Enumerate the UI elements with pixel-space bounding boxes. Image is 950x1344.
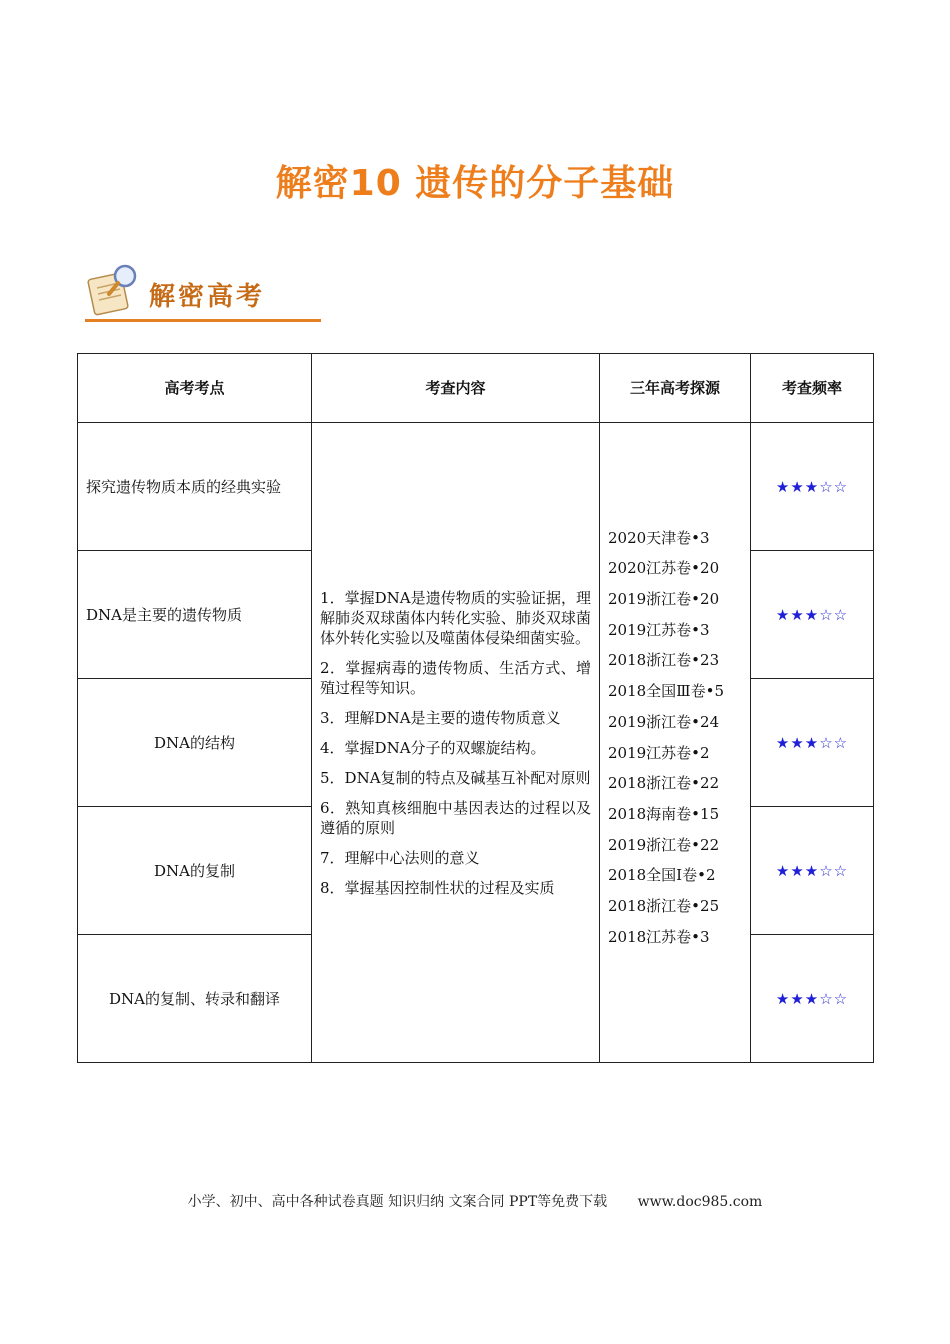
source-item: 2018海南卷•15 (608, 804, 720, 823)
page-title: 解密10 遗传的分子基础 (275, 163, 675, 204)
notebook-magnifier-icon (85, 262, 147, 318)
exam-point: DNA的复制、转录和翻译 (78, 935, 312, 1063)
source-item: 2019江苏卷•3 (608, 620, 710, 639)
source-item: 2019浙江卷•20 (608, 590, 720, 609)
exam-point: DNA是主要的遗传物质 (78, 551, 312, 679)
sources-cell (600, 423, 751, 1063)
page-footer (0, 1191, 950, 1211)
source-item: 2018江苏卷•3 (608, 927, 710, 946)
frequency-stars: ★★★☆☆ (751, 807, 874, 935)
content-cell (312, 423, 600, 1063)
section-label: 解密高考 (149, 282, 266, 312)
header-sources: 三年高考探源 (600, 354, 751, 423)
source-item: 2019江苏卷•2 (608, 743, 710, 762)
frequency-stars: ★★★☆☆ (751, 551, 874, 679)
exam-point: DNA的结构 (78, 679, 312, 807)
frequency-stars: ★★★☆☆ (751, 679, 874, 807)
exam-points-table (77, 353, 874, 1063)
source-item: 2019浙江卷•22 (608, 835, 720, 854)
content-item: 8．掌握基因控制性状的过程及实质 (320, 878, 555, 897)
table-row (78, 423, 874, 551)
content-item: 6．熟知真核细胞中基因表达的过程以及遵循的原则 (320, 798, 591, 837)
section-header (85, 262, 321, 324)
source-item: 2019浙江卷•24 (608, 712, 720, 731)
footer-text: 小学、初中、高中各种试卷真题 知识归纳 文案合同 PPT等免费下载 (187, 1194, 608, 1210)
source-item: 2018浙江卷•22 (608, 774, 720, 793)
header-frequency: 考查频率 (751, 354, 874, 423)
header-exam-point: 高考考点 (78, 354, 312, 423)
source-item: 2018浙江卷•23 (608, 651, 720, 670)
source-item: 2018全国Ⅲ卷•5 (608, 682, 725, 701)
header-content: 考查内容 (312, 354, 600, 423)
frequency-stars: ★★★☆☆ (751, 935, 874, 1063)
source-item: 2018全国Ⅰ卷•2 (608, 866, 716, 885)
content-item: 7．理解中心法则的意义 (320, 848, 480, 867)
exam-point: DNA的复制 (78, 807, 312, 935)
content-item: 4．掌握DNA分子的双螺旋结构。 (320, 738, 546, 757)
content-item: 5．DNA复制的特点及碱基互补配对原则 (320, 768, 591, 787)
source-item: 2018浙江卷•25 (608, 896, 720, 915)
table-header-row (78, 354, 874, 423)
content-item: 2．掌握病毒的遗传物质、生活方式、增殖过程等知识。 (320, 658, 591, 697)
content-item: 1．掌握DNA是遗传物质的实验证据，理解肺炎双球菌体内转化实验、肺炎双球菌体外转化实验以及噬菌体侵染细菌实验。 (320, 588, 591, 647)
exam-point: 探究遗传物质本质的经典实验 (78, 423, 312, 551)
source-item: 2020江苏卷•20 (608, 559, 720, 578)
content-item: 3．理解DNA是主要的遗传物质意义 (320, 708, 561, 727)
section-divider (85, 319, 321, 322)
source-item: 2020天津卷•3 (608, 528, 710, 547)
frequency-stars: ★★★☆☆ (751, 423, 874, 551)
footer-link[interactable]: www.doc985.com (637, 1194, 763, 1210)
